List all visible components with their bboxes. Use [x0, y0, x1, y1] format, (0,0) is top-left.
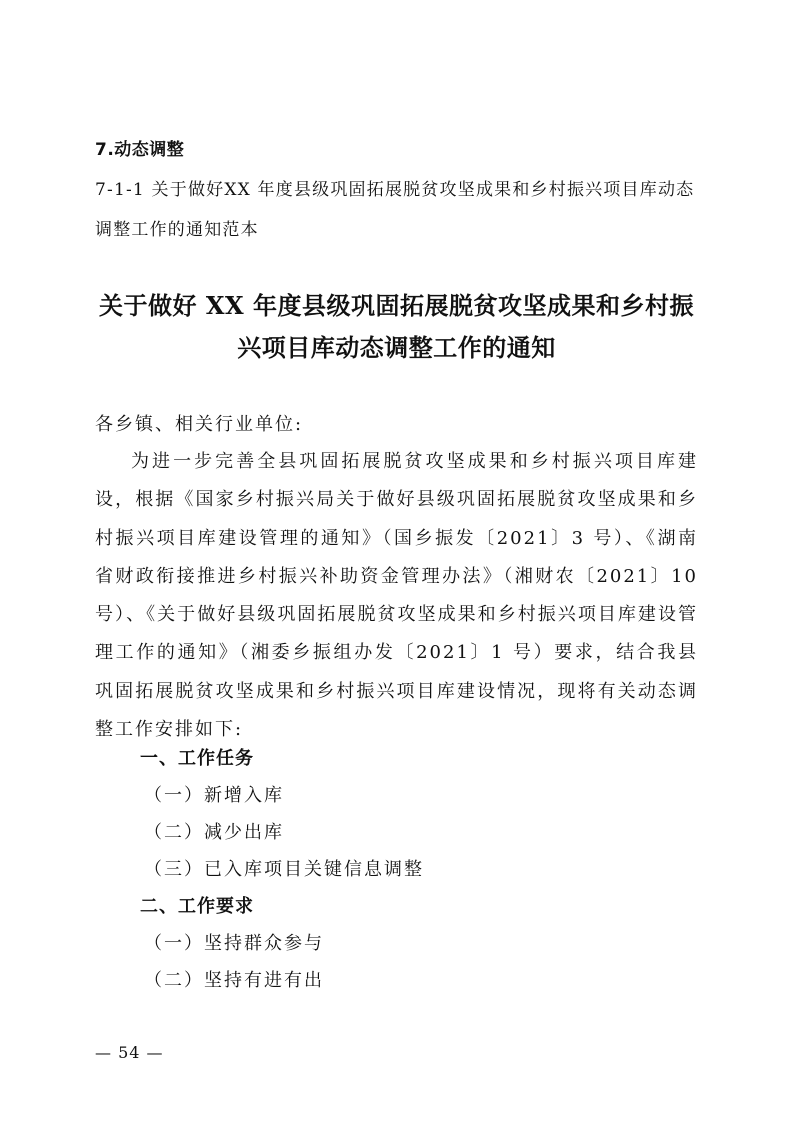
salutation: 各乡镇、相关行业单位:	[95, 414, 304, 435]
section-work-requirements	[140, 888, 700, 999]
section-heading-work-requirements: 二、工作要求	[140, 896, 254, 917]
list-item: （一）坚持群众参与	[144, 933, 324, 954]
list-item: （三）已入库项目关键信息调整	[144, 859, 424, 880]
document-title	[80, 285, 713, 369]
title-line-1: 关于做好 XX 年度县级巩固拓展脱贫攻坚成果和乡村振	[99, 291, 694, 320]
sub-heading: 7-1-1 关于做好XX 年度县级巩固拓展脱贫攻坚成果和乡村振兴项目库动态调整工作的通知范本	[95, 180, 695, 240]
list-item: （一）新增入库	[144, 785, 284, 806]
section-heading-work-tasks: 一、工作任务	[140, 748, 254, 769]
section-work-tasks	[140, 740, 700, 888]
title-line-2: 兴项目库动态调整工作的通知	[237, 333, 556, 362]
page-number: — 54 —	[95, 1043, 164, 1062]
body-paragraph: 为进一步完善全县巩固拓展脱贫攻坚成果和乡村振兴项目库建设，根据《国家乡村振兴局关于做好县级巩固拓展脱贫攻坚成果和乡村振兴项目库建设管理的通知》（国乡振发〔2021〕3 号）、《湖南省财政衔接推进乡村振兴补助资金管理办法》（湘财农〔2021〕10 号）、《关于做好县级巩固拓展脱贫攻坚成果和乡村振兴项目库建设管理工作的通知》（湘委乡振组办发〔2021〕1 号）要求，结合我县巩固拓展脱贫攻坚成果和乡村振兴项目库建设情况，现将有关动态调整工作安排如下:	[95, 451, 698, 741]
section-heading: 7.动态调整	[95, 140, 185, 160]
list-item: （二）减少出库	[144, 822, 284, 843]
list-item: （二）坚持有进有出	[144, 970, 324, 991]
